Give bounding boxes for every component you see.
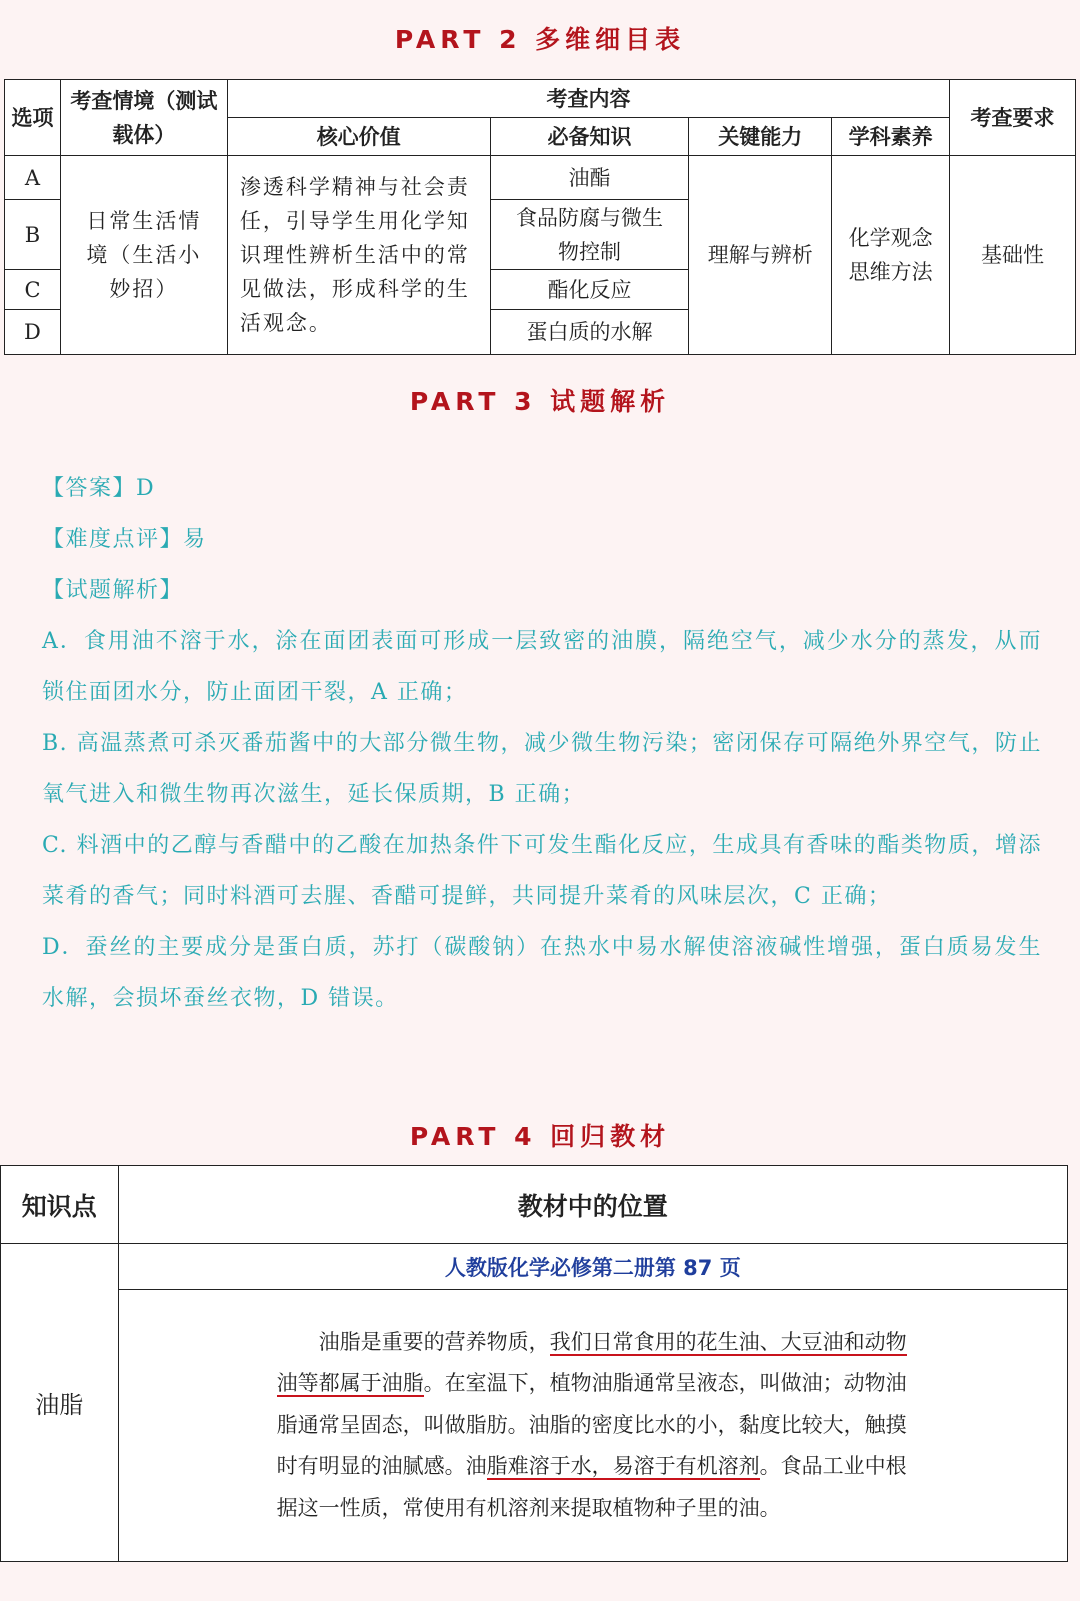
ability-cell: 理解与辨析	[689, 156, 832, 355]
context-cell: 日常生活情境（生活小妙招）	[60, 156, 227, 355]
knowledge-d: 蛋白质的水解	[490, 310, 689, 355]
knowledge-a: 油酯	[490, 156, 689, 200]
literacy-cell: 化学观念思维方法	[832, 156, 950, 355]
requirement-cell: 基础性	[950, 156, 1076, 355]
header-core-value: 核心价值	[227, 118, 490, 156]
core-value-cell: 渗透科学精神与社会责任，引导学生用化学知识理性辨析生活中的常见做法，形成科学的生活观念。	[227, 156, 490, 355]
excerpt-underline-2: 脂难溶于水，易溶于有机溶剂	[486, 1454, 760, 1479]
header-context: 考查情境（测试载体）	[60, 80, 227, 156]
excerpt-underline-1: 我们日常食用的花生油、大豆油和动物油等都属于油脂	[276, 1329, 907, 1396]
header-requirement: 考查要求	[950, 80, 1076, 156]
analysis-item-c: C. 料酒中的乙醇与香醋中的乙酸在加热条件下可发生酯化反应，生成具有香味的酯类物质，增添菜肴的香气；同时料酒可去腥、香醋可提鲜，共同提升菜肴的风味层次，C 正确；	[42, 833, 1042, 909]
option-b: B	[5, 200, 61, 270]
header-knowledge-point: 知识点	[1, 1166, 119, 1244]
answer-label: 【答案】	[42, 476, 137, 501]
answer-value: D	[136, 476, 156, 501]
specification-table	[4, 79, 1076, 355]
difficulty-label: 【难度点评】	[42, 527, 184, 552]
analysis-label: 【试题解析】	[42, 578, 184, 603]
header-content: 考查内容	[227, 80, 949, 118]
textbook-table	[0, 1165, 1068, 1562]
part4-title: PART 4 回归教材	[409, 1122, 671, 1151]
part3-title: PART 3 试题解析	[409, 387, 671, 416]
part2-title: PART 2 多维细目表	[394, 25, 686, 54]
textbook-source: 人教版化学必修第二册第 87 页	[118, 1244, 1067, 1290]
analysis-item-d: D．蚕丝的主要成分是蛋白质，苏打（碳酸钠）在热水中易水解使溶液碱性增强，蛋白质易发生水解，会损坏蚕丝衣物，D 错误。	[42, 935, 1042, 1011]
knowledge-c: 酯化反应	[490, 270, 689, 310]
header-option: 选项	[5, 80, 61, 156]
header-literacy: 学科素养	[832, 118, 950, 156]
excerpt-body	[277, 1322, 917, 1530]
header-knowledge: 必备知识	[490, 118, 689, 156]
excerpt-text-2: 。在室温下，植物油脂通常呈液态，叫做油；动物油脂通常呈固态，叫做脂肪。油脂的密度比水的小，黏度比较大，触摸时有明显的油腻感。油	[276, 1371, 907, 1479]
option-a: A	[5, 156, 61, 200]
difficulty-line	[42, 514, 1042, 565]
answer-line	[42, 463, 1042, 514]
header-ability: 关键能力	[689, 118, 832, 156]
analysis-item-b: B. 高温蒸煮可杀灭番茄酱中的大部分微生物，减少微生物污染；密闭保存可隔绝外界空气，防止氧气进入和微生物再次滋生，延长保质期，B 正确；	[42, 731, 1042, 807]
difficulty-value: 易	[183, 527, 207, 552]
textbook-excerpt	[118, 1290, 1067, 1562]
knowledge-point-cell: 油脂	[1, 1244, 119, 1562]
excerpt-text-3: 。食品工业中根据这一性质，常使用有机溶剂来提取植物种子里的油。	[276, 1454, 907, 1520]
excerpt-text-1: 油脂是重要的营养物质，	[318, 1329, 550, 1354]
analysis-item-a: A．食用油不溶于水，涂在面团表面可形成一层致密的油膜，隔绝空气，减少水分的蒸发，从而锁住面团水分，防止面团干裂，A 正确；	[42, 629, 1042, 705]
knowledge-b: 食品防腐与微生物控制	[490, 200, 689, 270]
option-c: C	[5, 270, 61, 310]
option-d: D	[5, 310, 61, 355]
header-location: 教材中的位置	[118, 1166, 1067, 1244]
analysis-section	[42, 463, 1042, 1024]
